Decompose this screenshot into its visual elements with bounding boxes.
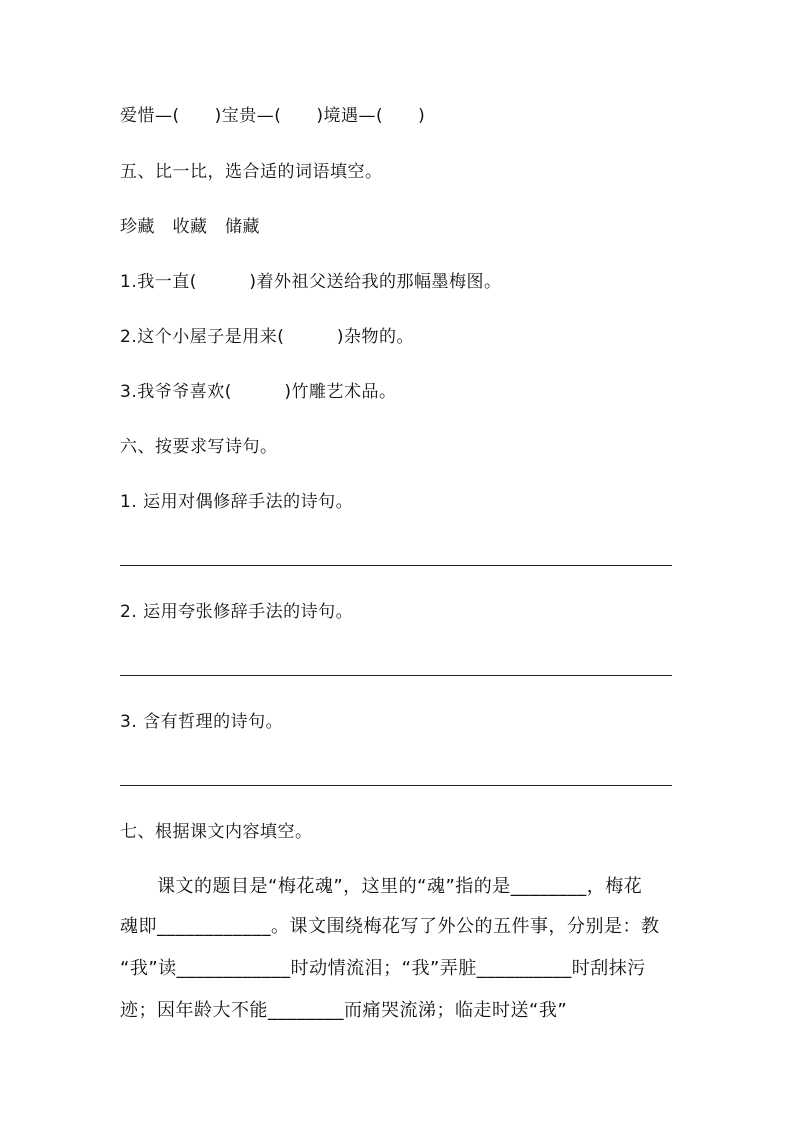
paragraph-line-3: “我”读____________时动情流泪；“我”弄脏__________时刮抹污: [120, 958, 646, 979]
question-6-3: 3. 含有哲理的诗句。: [120, 712, 284, 732]
question-5-1: 1.我一直( )着外祖父送给我的那幅墨梅图。: [120, 272, 502, 292]
antonym-fill-line: 爱惜—( )宝贵—( )境遇—( ): [120, 106, 426, 126]
section-5-heading: 五、比一比，选合适的词语填空。: [120, 162, 383, 182]
answer-line-3: [120, 785, 672, 786]
word-choices: 珍藏 收藏 储藏: [120, 217, 260, 237]
answer-line-1: [120, 565, 672, 566]
paragraph-line-2: 魂即____________。课文围绕梅花写了外公的五件事，分别是：教: [120, 916, 660, 937]
paragraph-line-1: 课文的题目是“梅花魂”，这里的“魂”指的是________，梅花: [120, 876, 643, 897]
question-5-3: 3.我爷爷喜欢( )竹雕艺术品。: [120, 382, 397, 402]
question-6-2: 2. 运用夸张修辞手法的诗句。: [120, 602, 354, 622]
question-6-1: 1. 运用对偶修辞手法的诗句。: [120, 492, 354, 512]
question-5-2: 2.这个小屋子是用来( )杂物的。: [120, 327, 414, 347]
section-7-heading: 七、根据课文内容填空。: [120, 822, 313, 842]
section-6-heading: 六、按要求写诗句。: [120, 437, 278, 457]
paragraph-line-4: 迹；因年龄大不能________而痛哭流涕；临走时送“我”: [120, 1000, 568, 1021]
answer-line-2: [120, 675, 672, 676]
